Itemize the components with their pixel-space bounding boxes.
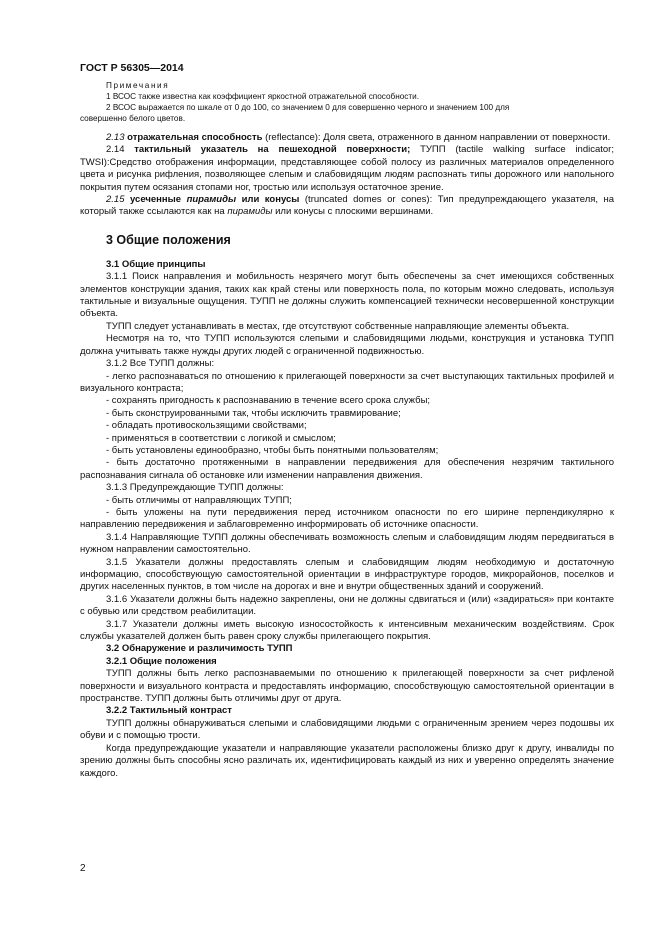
para-3-2-2: ТУПП должны обнаруживаться слепыми и слабовидящими людьми с ограниченным зрением через подошвы их обуви и с помощью трости. <box>80 717 614 742</box>
document-page <box>80 62 614 780</box>
para-3-1-2: 3.1.2 Все ТУПП должны: <box>106 358 215 370</box>
para-3-1-1-c: Несмотря на то, что ТУПП используются слепыми и слабовидящими людьми, конструкция и установка ТУПП должна учитывать также нужды других людей с ограниченной подвижностью. <box>80 333 614 357</box>
note-1: 1 ВСОС также известна как коэффициент яркостной отражательной способности. <box>106 92 419 101</box>
term-2-13 <box>80 132 614 144</box>
term-name-1: усеченные <box>130 194 182 206</box>
term-number: 2.15 <box>106 194 125 206</box>
subsection-3-1-title: 3.1 Общие принципы <box>106 258 206 270</box>
note-2: 2 ВСОС выражается по шкале от 0 до 100, со значением 0 для совершенно черного и значением 100 для <box>106 103 510 112</box>
subsection-3-2-1-title: 3.2.1 Общие положения <box>106 655 217 667</box>
para-3-2-1: ТУПП должны быть легко распознаваемыми по отношению к прилегающей поверхности за счет рифленой поверхности и визуального контраста и предоставлять информацию, способствующую самостоятельной ориентации в пространстве. ТУПП должны быть отличимы друг от друга. <box>80 668 614 705</box>
term-definition: (reflectance): Доля света, отраженного в данном направлении от поверхности. <box>262 132 611 143</box>
para-3-1-1-b: ТУПП следует устанавливать в местах, где отсутствуют собственные направляющие элементы объекта. <box>106 320 570 332</box>
list-item: - применяться в соответствии с логикой и смыслом; <box>106 432 336 444</box>
list-item: - быть сконструированными так, чтобы исключить травмирование; <box>106 407 401 419</box>
subsection-3-2-title: 3.2 Обнаружение и различимость ТУПП <box>106 643 293 655</box>
list-item: - быть отличимы от направляющих ТУПП; <box>106 494 292 506</box>
term-name: отражательная способность <box>127 132 263 143</box>
para-3-2-2-b: Когда предупреждающие указатели и направляющие указатели расположены близко друг к другу, инвалиды по зрению должны быть способны ясно различать их, идентифицировать каждый из них и уверенно определять значение каждого. <box>80 742 614 779</box>
term-definition: ТУПП (tactile walking surface indicator; TWSI):Средство отображения информации, представляющее собой полосу из различных материалов определенного цвета и рисунка рифления, позволяющее слепым и слабовидящим людям распознать типы дорожного или напольного покрытия путем осязания стопами ног, тростью или используя остаточное зрение. <box>80 144 614 193</box>
term-2-14 <box>80 144 614 194</box>
subsection-3-2-2-title: 3.2.2 Тактильный контраст <box>106 705 232 717</box>
term-name-2: пирамиды <box>186 194 237 206</box>
list-item: - обладать противоскользящими свойствами; <box>106 420 307 432</box>
list-item: - быть уложены на пути передвижения перед источником опасности по его ширине перпендикулярно к направлению передвижения и заблаговременно информировать об источнике опасности. <box>80 506 614 531</box>
term-definition-em: пирамиды <box>227 206 273 218</box>
para-3-1-4: 3.1.4 Направляющие ТУПП должны обеспечивать возможность слепым и слабовидящим людям передвигаться в нужном направлении самостоятельно. <box>80 531 614 556</box>
para-3-1-7: 3.1.7 Указатели должны иметь высокую износостойкость к интенсивным механическим воздействиям. Срок службы указателей должен быть равен сроку службы прилегающего покрытия. <box>80 618 614 643</box>
document-header: ГОСТ Р 56305—2014 <box>80 62 184 74</box>
para-3-1-6: 3.1.6 Указатели должны быть надежно закреплены, они не должны сдвигаться и (или) «задираться» при контакте с обувью или средством реабилитации. <box>80 593 614 618</box>
term-name-3: или конусы <box>241 194 300 206</box>
list-item: - легко распознаваться по отношению к прилегающей поверхности за счет выступающих тактильных профилей и визуального контраста; <box>80 370 614 394</box>
para-3-1-3: 3.1.3 Предупреждающие ТУПП должны: <box>106 482 284 494</box>
list-item: - быть установлены единообразно, чтобы быть понятными пользователям; <box>106 444 439 456</box>
term-definition-2: или конусы с плоскими вершинами. <box>272 206 434 218</box>
term-number: 2.14 <box>106 144 125 156</box>
list-item: - быть достаточно протяженными в направлении передвижения для обеспечения незрячим тактильного распознавания сигнала об остановке или изменении направления движения. <box>80 457 614 481</box>
notes-block <box>80 80 614 124</box>
term-name: тактильный указатель на пешеходной поверхности; <box>134 144 411 156</box>
term-number: 2.13 <box>106 132 125 143</box>
notes-title: Примечания <box>106 81 170 90</box>
list-item: - сохранять пригодность к распознаванию в течение всего срока службы; <box>106 395 431 407</box>
para-3-1-5: 3.1.5 Указатели должны предоставлять слепым и слабовидящим людям необходимую и достаточную информацию, способствующую самостоятельной ориентации в инфраструктуре городов, микрорайонов, поселков и других населенных пунктов, в том числе на дорогах и вне и внутри общественных зданий и сооружений. <box>80 556 614 593</box>
term-2-15 <box>80 194 614 219</box>
section-3-title: 3 Общие положения <box>106 232 231 247</box>
term-definition-1: (truncated domes or cones): Тип предупреждающего указателя, на который также ссылаются как на <box>80 194 615 218</box>
page-number: 2 <box>80 863 86 874</box>
para-3-1-1: 3.1.1 Поиск направления и мобильность незрячего могут быть обеспечены за счет имеющихся собственных элементов конструкции здания, таких как край стены или поверхность пола, по которым можно следовать, используя тактильные и визуальные ощущения. ТУПП не должны служить компенсацией технически несовершенной конструкции объекта. <box>80 271 614 320</box>
note-2-cont: совершенно белого цветов. <box>80 114 186 123</box>
